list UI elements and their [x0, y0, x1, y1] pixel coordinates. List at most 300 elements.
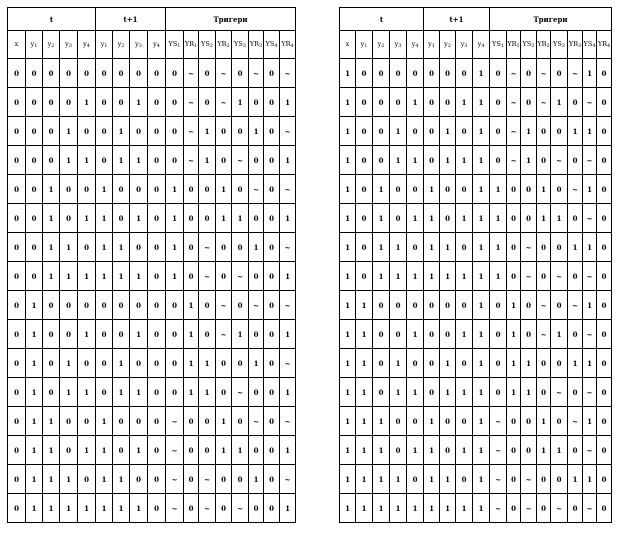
table-cell: 0: [264, 436, 280, 465]
table-cell: 1: [490, 204, 507, 233]
table-cell: 1: [473, 407, 490, 436]
table-row: [8, 262, 296, 291]
table-cell: 0: [490, 117, 507, 146]
table-cell: 1: [490, 175, 507, 204]
table-cell: 0: [390, 436, 407, 465]
table-cell: 0: [551, 349, 568, 378]
table-cell: 1: [340, 320, 356, 349]
table-cell: 1: [583, 175, 597, 204]
table-cell: 1: [390, 262, 407, 291]
group-header-triggers: Тригери: [166, 8, 296, 31]
table-cell: ~: [490, 436, 507, 465]
table-row: [8, 378, 296, 407]
table-cell: 0: [216, 465, 232, 494]
table-cell: 1: [184, 378, 199, 407]
table-cell: 0: [8, 349, 26, 378]
table-cell: 1: [407, 204, 424, 233]
table-cell: 0: [8, 146, 26, 175]
table-cell: 1: [280, 146, 296, 175]
table-cell: 0: [43, 59, 60, 88]
table-cell: 0: [390, 320, 407, 349]
table-cell: 0: [43, 146, 60, 175]
table-cell: 1: [280, 378, 296, 407]
table-row: [8, 494, 296, 523]
table-cell: 0: [26, 117, 43, 146]
table-cell: ~: [216, 320, 232, 349]
table-cell: 0: [249, 436, 264, 465]
table-cell: ~: [551, 146, 568, 175]
table-cell: 0: [8, 378, 26, 407]
table-cell: ~: [199, 465, 216, 494]
table-cell: 0: [8, 88, 26, 117]
table-cell: 0: [96, 349, 113, 378]
table-cell: 0: [521, 291, 537, 320]
table-cell: 1: [340, 175, 356, 204]
table-cell: 1: [184, 291, 199, 320]
table-cell: 0: [264, 88, 280, 117]
table-cell: 0: [43, 117, 60, 146]
table-cell: 0: [26, 204, 43, 233]
table-cell: 0: [264, 59, 280, 88]
table-cell: 0: [8, 436, 26, 465]
table-cell: 0: [148, 407, 166, 436]
table-cell: 1: [568, 465, 583, 494]
table-cell: 1: [490, 233, 507, 262]
table-cell: 1: [390, 465, 407, 494]
table-cell: 0: [113, 204, 130, 233]
table-cell: ~: [280, 291, 296, 320]
table-cell: 0: [184, 262, 199, 291]
table-cell: 0: [440, 175, 456, 204]
table-row: [340, 349, 612, 378]
table-cell: 1: [456, 88, 473, 117]
table-cell: 1: [583, 233, 597, 262]
table-cell: 0: [356, 262, 373, 291]
table-cell: 1: [373, 465, 390, 494]
table-cell: 1: [583, 291, 597, 320]
table-cell: 1: [26, 378, 43, 407]
table-cell: 0: [130, 291, 148, 320]
table-cell: 1: [216, 204, 232, 233]
table-cell: 1: [130, 204, 148, 233]
column-header: $YS_4$: [583, 31, 597, 59]
table-cell: 0: [166, 320, 184, 349]
table-cell: 1: [473, 117, 490, 146]
table-cell: 0: [96, 88, 113, 117]
table-cell: 0: [597, 378, 612, 407]
table-cell: ~: [249, 175, 264, 204]
table-cell: 1: [537, 204, 551, 233]
table-cell: 1: [26, 349, 43, 378]
group-header-row: [340, 8, 612, 31]
table-cell: 0: [537, 465, 551, 494]
table-cell: 0: [199, 291, 216, 320]
column-header: $y_1$: [424, 31, 440, 59]
group-header-t: t: [340, 8, 424, 31]
table-cell: 0: [507, 465, 521, 494]
table-cell: 0: [96, 117, 113, 146]
table-cell: 0: [373, 378, 390, 407]
table-cell: 1: [551, 204, 568, 233]
table-cell: 0: [597, 465, 612, 494]
table-cell: ~: [568, 59, 583, 88]
table-cell: 1: [96, 204, 113, 233]
table-cell: 1: [583, 465, 597, 494]
table-cell: 1: [521, 378, 537, 407]
table-cell: 1: [537, 407, 551, 436]
table-cell: 1: [130, 436, 148, 465]
table-cell: 0: [551, 407, 568, 436]
table-row: [340, 291, 612, 320]
table-cell: 1: [340, 88, 356, 117]
table-cell: 0: [264, 349, 280, 378]
table-cell: 0: [199, 320, 216, 349]
table-cell: 0: [440, 436, 456, 465]
table-row: [340, 465, 612, 494]
table-cell: 0: [537, 349, 551, 378]
table-cell: 1: [373, 175, 390, 204]
table-cell: ~: [507, 88, 521, 117]
table-cell: 0: [43, 320, 60, 349]
table-cell: 1: [473, 146, 490, 175]
table-cell: 1: [440, 233, 456, 262]
table-cell: ~: [232, 146, 249, 175]
table-cell: 1: [583, 59, 597, 88]
table-cell: 0: [60, 59, 78, 88]
table-cell: 0: [113, 175, 130, 204]
table-cell: 0: [390, 407, 407, 436]
table-cell: 0: [148, 88, 166, 117]
table-cell: 1: [490, 262, 507, 291]
table-cell: 1: [473, 59, 490, 88]
table-cell: 0: [490, 378, 507, 407]
table-cell: 0: [537, 146, 551, 175]
table-cell: 1: [373, 407, 390, 436]
table-cell: ~: [537, 88, 551, 117]
table-cell: 0: [551, 465, 568, 494]
table-cell: ~: [551, 494, 568, 523]
table-cell: 0: [264, 291, 280, 320]
group-header-row: [8, 8, 296, 31]
table-cell: 1: [340, 262, 356, 291]
table-cell: 0: [232, 291, 249, 320]
table-cell: ~: [199, 233, 216, 262]
table-cell: ~: [216, 59, 232, 88]
table-row: [8, 117, 296, 146]
table-cell: 1: [60, 349, 78, 378]
table-cell: 1: [130, 146, 148, 175]
table-cell: 0: [216, 117, 232, 146]
table-cell: ~: [280, 407, 296, 436]
table-cell: ~: [249, 59, 264, 88]
table-cell: 1: [232, 204, 249, 233]
table-cell: 1: [583, 407, 597, 436]
table-cell: 0: [113, 88, 130, 117]
table-cell: 1: [216, 407, 232, 436]
column-header: $YS_4$: [264, 31, 280, 59]
table-row: [340, 436, 612, 465]
table-cell: ~: [583, 494, 597, 523]
table-cell: 0: [232, 59, 249, 88]
group-header-t: t: [8, 8, 96, 31]
table-cell: 0: [166, 88, 184, 117]
column-header: $y_3$: [456, 31, 473, 59]
table-cell: 0: [130, 117, 148, 146]
table-cell: 0: [216, 494, 232, 523]
table-cell: 0: [407, 233, 424, 262]
table-cell: 0: [96, 59, 113, 88]
table-cell: 1: [130, 494, 148, 523]
table-cell: 0: [232, 349, 249, 378]
table-row: [8, 436, 296, 465]
table-cell: 0: [537, 233, 551, 262]
table-cell: 1: [96, 233, 113, 262]
table-cell: 0: [8, 262, 26, 291]
table-cell: ~: [507, 117, 521, 146]
table-cell: 0: [216, 349, 232, 378]
table-cell: 1: [199, 378, 216, 407]
table-cell: 1: [373, 204, 390, 233]
table-cell: 0: [8, 465, 26, 494]
column-header: $y_4$: [407, 31, 424, 59]
table-cell: 0: [43, 88, 60, 117]
table-cell: 1: [26, 320, 43, 349]
table-cell: 0: [373, 59, 390, 88]
table-cell: 0: [96, 378, 113, 407]
table-cell: 1: [390, 233, 407, 262]
table-cell: 0: [166, 349, 184, 378]
table-cell: 0: [597, 117, 612, 146]
table-cell: 1: [96, 262, 113, 291]
table-cell: 0: [130, 59, 148, 88]
table-cell: 0: [216, 233, 232, 262]
table-cell: 0: [407, 59, 424, 88]
column-header: $y_3$: [60, 31, 78, 59]
table-cell: 1: [390, 349, 407, 378]
table-cell: 1: [440, 349, 456, 378]
table-cell: 0: [407, 291, 424, 320]
table-cell: 1: [43, 175, 60, 204]
table-cell: 0: [537, 262, 551, 291]
table-cell: 0: [60, 291, 78, 320]
table-cell: 0: [373, 117, 390, 146]
column-header: $YR_3$: [568, 31, 583, 59]
table-cell: 1: [424, 407, 440, 436]
column-header: $y_1$: [96, 31, 113, 59]
table-cell: ~: [249, 291, 264, 320]
table-cell: 0: [424, 349, 440, 378]
table-cell: 0: [373, 88, 390, 117]
table-cell: ~: [551, 378, 568, 407]
table-cell: ~: [521, 494, 537, 523]
table-cell: 1: [280, 262, 296, 291]
table-cell: 0: [78, 407, 96, 436]
table-cell: 0: [8, 407, 26, 436]
table-cell: 0: [597, 175, 612, 204]
table-cell: 1: [232, 436, 249, 465]
table-cell: ~: [490, 494, 507, 523]
table-cell: 0: [113, 291, 130, 320]
table-cell: 1: [473, 88, 490, 117]
table-row: [8, 320, 296, 349]
table-cell: 1: [473, 291, 490, 320]
table-cell: 1: [390, 378, 407, 407]
group-header-t-next: t+1: [424, 8, 490, 31]
table-row: [8, 291, 296, 320]
table-cell: ~: [583, 320, 597, 349]
table-cell: 1: [216, 175, 232, 204]
table-row: [8, 59, 296, 88]
table-cell: 1: [249, 465, 264, 494]
table-cell: 0: [78, 59, 96, 88]
table-cell: 0: [264, 378, 280, 407]
table-cell: 1: [440, 262, 456, 291]
table-cell: 0: [96, 146, 113, 175]
table-cell: 1: [43, 465, 60, 494]
table-cell: 1: [521, 117, 537, 146]
table-cell: 0: [597, 436, 612, 465]
table-cell: 0: [184, 175, 199, 204]
column-header: $YR_3$: [249, 31, 264, 59]
table-cell: 1: [280, 88, 296, 117]
table-cell: 0: [96, 291, 113, 320]
table-cell: 0: [373, 146, 390, 175]
table-cell: 1: [166, 233, 184, 262]
table-cell: 1: [78, 204, 96, 233]
table-cell: 0: [8, 117, 26, 146]
table-cell: 1: [184, 320, 199, 349]
table-cell: 0: [26, 59, 43, 88]
table-cell: 0: [440, 204, 456, 233]
table-cell: ~: [551, 262, 568, 291]
table-row: [340, 204, 612, 233]
column-header: $YS_1$: [166, 31, 184, 59]
table-cell: ~: [199, 262, 216, 291]
column-header: $YR_1$: [507, 31, 521, 59]
table-cell: 0: [130, 349, 148, 378]
table-cell: ~: [583, 88, 597, 117]
table-cell: 0: [264, 262, 280, 291]
table-cell: 0: [456, 117, 473, 146]
table-cell: 0: [166, 117, 184, 146]
table-cell: 0: [507, 175, 521, 204]
table-cell: 0: [184, 465, 199, 494]
table-cell: 0: [597, 88, 612, 117]
column-header: $YR_2$: [216, 31, 232, 59]
table-cell: 1: [184, 349, 199, 378]
table-cell: 1: [440, 146, 456, 175]
table-cell: 1: [440, 117, 456, 146]
table-cell: 0: [249, 88, 264, 117]
table-cell: 0: [373, 349, 390, 378]
table-cell: 0: [148, 291, 166, 320]
table-row: [8, 465, 296, 494]
table-cell: 0: [199, 204, 216, 233]
table-cell: ~: [280, 175, 296, 204]
table-cell: 0: [184, 436, 199, 465]
table-cell: 1: [551, 436, 568, 465]
table-cell: 1: [407, 320, 424, 349]
table-cell: 1: [583, 349, 597, 378]
table-cell: 1: [43, 262, 60, 291]
table-row: [8, 349, 296, 378]
table-cell: 0: [551, 59, 568, 88]
table-cell: 0: [199, 407, 216, 436]
table-cell: 0: [113, 59, 130, 88]
table-cell: 0: [249, 378, 264, 407]
table-cell: 1: [130, 378, 148, 407]
table-cell: 0: [130, 233, 148, 262]
table-cell: 1: [340, 407, 356, 436]
column-header: $YS_3$: [232, 31, 249, 59]
table-cell: 0: [148, 117, 166, 146]
table-cell: 1: [424, 465, 440, 494]
table-cell: 1: [340, 378, 356, 407]
table-cell: 0: [249, 320, 264, 349]
table-cell: 0: [232, 117, 249, 146]
table-cell: 0: [8, 291, 26, 320]
table-cell: 0: [249, 146, 264, 175]
table-cell: 1: [373, 233, 390, 262]
table-cell: ~: [166, 494, 184, 523]
table-cell: 0: [148, 320, 166, 349]
table-cell: 1: [113, 117, 130, 146]
table-cell: 0: [597, 407, 612, 436]
table-cell: 1: [356, 494, 373, 523]
table-cell: 0: [264, 204, 280, 233]
table-cell: 0: [96, 320, 113, 349]
column-header: x: [8, 31, 26, 59]
table-cell: 0: [551, 233, 568, 262]
table-cell: 0: [184, 494, 199, 523]
table-cell: 0: [148, 233, 166, 262]
table-cell: 1: [78, 436, 96, 465]
table-cell: ~: [490, 465, 507, 494]
table-cell: 1: [340, 436, 356, 465]
table-cell: 0: [199, 175, 216, 204]
table-cell: 0: [264, 494, 280, 523]
table-cell: 1: [373, 436, 390, 465]
column-header: $y_2$: [43, 31, 60, 59]
column-header: $YR_4$: [597, 31, 612, 59]
table-cell: 0: [507, 233, 521, 262]
table-cell: 1: [78, 146, 96, 175]
table-cell: 0: [390, 88, 407, 117]
table-cell: 0: [390, 175, 407, 204]
column-header: $y_3$: [390, 31, 407, 59]
table-cell: 1: [456, 494, 473, 523]
table-cell: 0: [597, 204, 612, 233]
table-cell: 0: [148, 494, 166, 523]
column-header: $YS_3$: [551, 31, 568, 59]
table-cell: 1: [340, 146, 356, 175]
table-cell: 1: [280, 494, 296, 523]
table-cell: 0: [199, 436, 216, 465]
table-cell: ~: [184, 88, 199, 117]
table-row: [8, 175, 296, 204]
table-cell: 0: [424, 378, 440, 407]
table-cell: 0: [113, 436, 130, 465]
table-cell: 0: [456, 349, 473, 378]
table-cell: 1: [216, 436, 232, 465]
table-cell: 1: [356, 320, 373, 349]
table-cell: 0: [490, 59, 507, 88]
table-cell: ~: [568, 407, 583, 436]
table-cell: 1: [356, 349, 373, 378]
table-cell: 0: [390, 291, 407, 320]
table-cell: 0: [166, 59, 184, 88]
table-cell: 0: [597, 59, 612, 88]
